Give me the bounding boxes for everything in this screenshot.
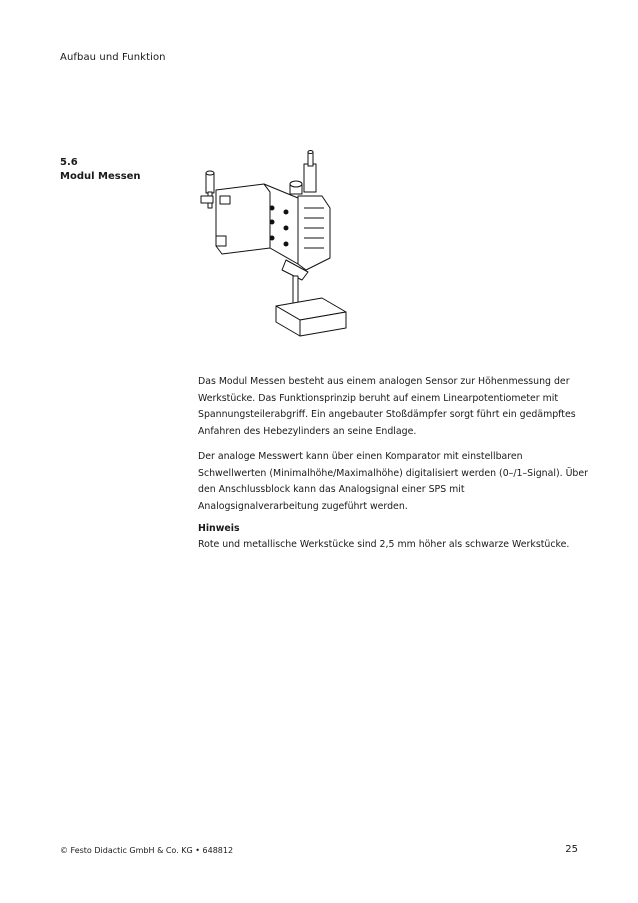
running-head: Aufbau und Funktion bbox=[60, 52, 166, 63]
paragraph-description: Das Modul Messen besteht aus einem analogen Sensor zur Höhenmessung der Werkstücke. Das Funktionsprinzip beruht auf einem Linearpotentiometer mit Spannungsteilerabgriff. Ein angebauter Stoßdämpfer sorgt führt ein gedämpftes Anfahren des Hebezylinders an seine Endlage. bbox=[198, 376, 576, 437]
hint-title: Hinweis bbox=[198, 523, 240, 534]
section-title: Modul Messen bbox=[60, 171, 141, 182]
measuring-module-illustration-icon bbox=[186, 148, 356, 348]
page-number: 25 bbox=[565, 844, 578, 855]
footer-copyright: © Festo Didactic GmbH & Co. KG • 648812 bbox=[60, 846, 234, 855]
paragraph-signal: Der analoge Messwert kann über einen Komparator mit einstellbaren Schwellwerten (Minimalhöhe/Maximalhöhe) digitalisiert werden (0–/1–Signal). Über den Anschlussblock kann das Analogsignal einer SPS mit Analogsignalverarbeitung zugeführt werden. bbox=[198, 451, 589, 512]
hint-text: Rote und metallische Werkstücke sind 2,5 mm höher als schwarze Werkstücke. bbox=[198, 539, 570, 550]
measuring-module-figure bbox=[186, 148, 356, 348]
section-number: 5.6 bbox=[60, 157, 78, 168]
